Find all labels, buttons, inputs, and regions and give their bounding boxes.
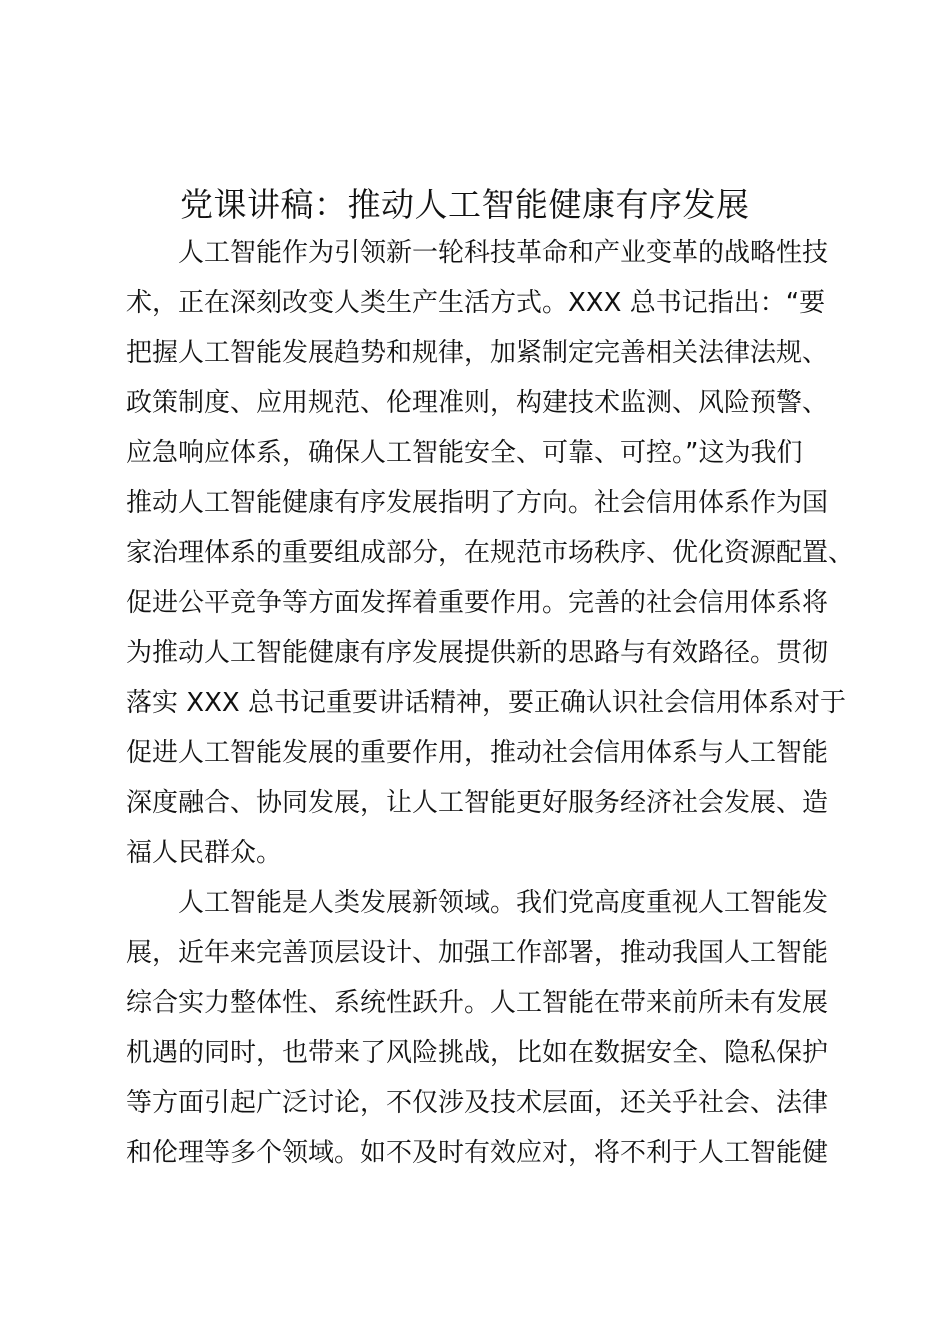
- paragraph1-line: 推动人工智能健康有序发展指明了方向。社会信用体系作为国: [126, 488, 829, 518]
- paragraph1-line: 落实 XXX 总书记重要讲话精神，要正确认识社会信用体系对于: [126, 688, 846, 718]
- document-title: 党课讲稿：推动人工智能健康有序发展: [180, 185, 750, 224]
- paragraph1-line: 深度融合、协同发展，让人工智能更好服务经济社会发展、造: [126, 788, 829, 818]
- paragraph1-line: 政策制度、应用规范、伦理准则，构建技术监测、风险预警、: [126, 388, 829, 418]
- paragraph1-line: 术，正在深刻改变人类生产生活方式。XXX 总书记指出：“要: [126, 288, 826, 318]
- paragraph1-line: 为推动人工智能健康有序发展提供新的思路与有效路径。贯彻: [126, 638, 829, 668]
- paragraph1-line: 家治理体系的重要组成部分，在规范市场秩序、优化资源配置、: [126, 538, 855, 568]
- paragraph1-line: 人工智能作为引领新一轮科技革命和产业变革的战略性技: [178, 238, 829, 268]
- paragraph2-line: 人工智能是人类发展新领域。我们党高度重视人工智能发: [178, 888, 829, 918]
- paragraph2-line: 综合实力整体性、系统性跃升。人工智能在带来前所未有发展: [126, 988, 829, 1018]
- paragraph1-line: 把握人工智能发展趋势和规律，加紧制定完善相关法律法规、: [126, 338, 829, 368]
- paragraph2-line: 机遇的同时，也带来了风险挑战，比如在数据安全、隐私保护: [126, 1038, 829, 1068]
- paragraph1-line: 应急响应体系，确保人工智能安全、可靠、可控。”这为我们: [126, 438, 803, 468]
- paragraph2-line: 展，近年来完善顶层设计、加强工作部署，推动我国人工智能: [126, 938, 829, 968]
- paragraph1-line: 福人民群众。: [126, 838, 283, 868]
- paragraph1-line: 促进公平竞争等方面发挥着重要作用。完善的社会信用体系将: [126, 588, 829, 618]
- paragraph1-line: 促进人工智能发展的重要作用，推动社会信用体系与人工智能: [126, 738, 829, 768]
- paragraph2-line: 和伦理等多个领域。如不及时有效应对，将不利于人工智能健: [126, 1138, 829, 1168]
- paragraph2-line: 等方面引起广泛讨论，不仅涉及技术层面，还关乎社会、法律: [126, 1088, 829, 1118]
